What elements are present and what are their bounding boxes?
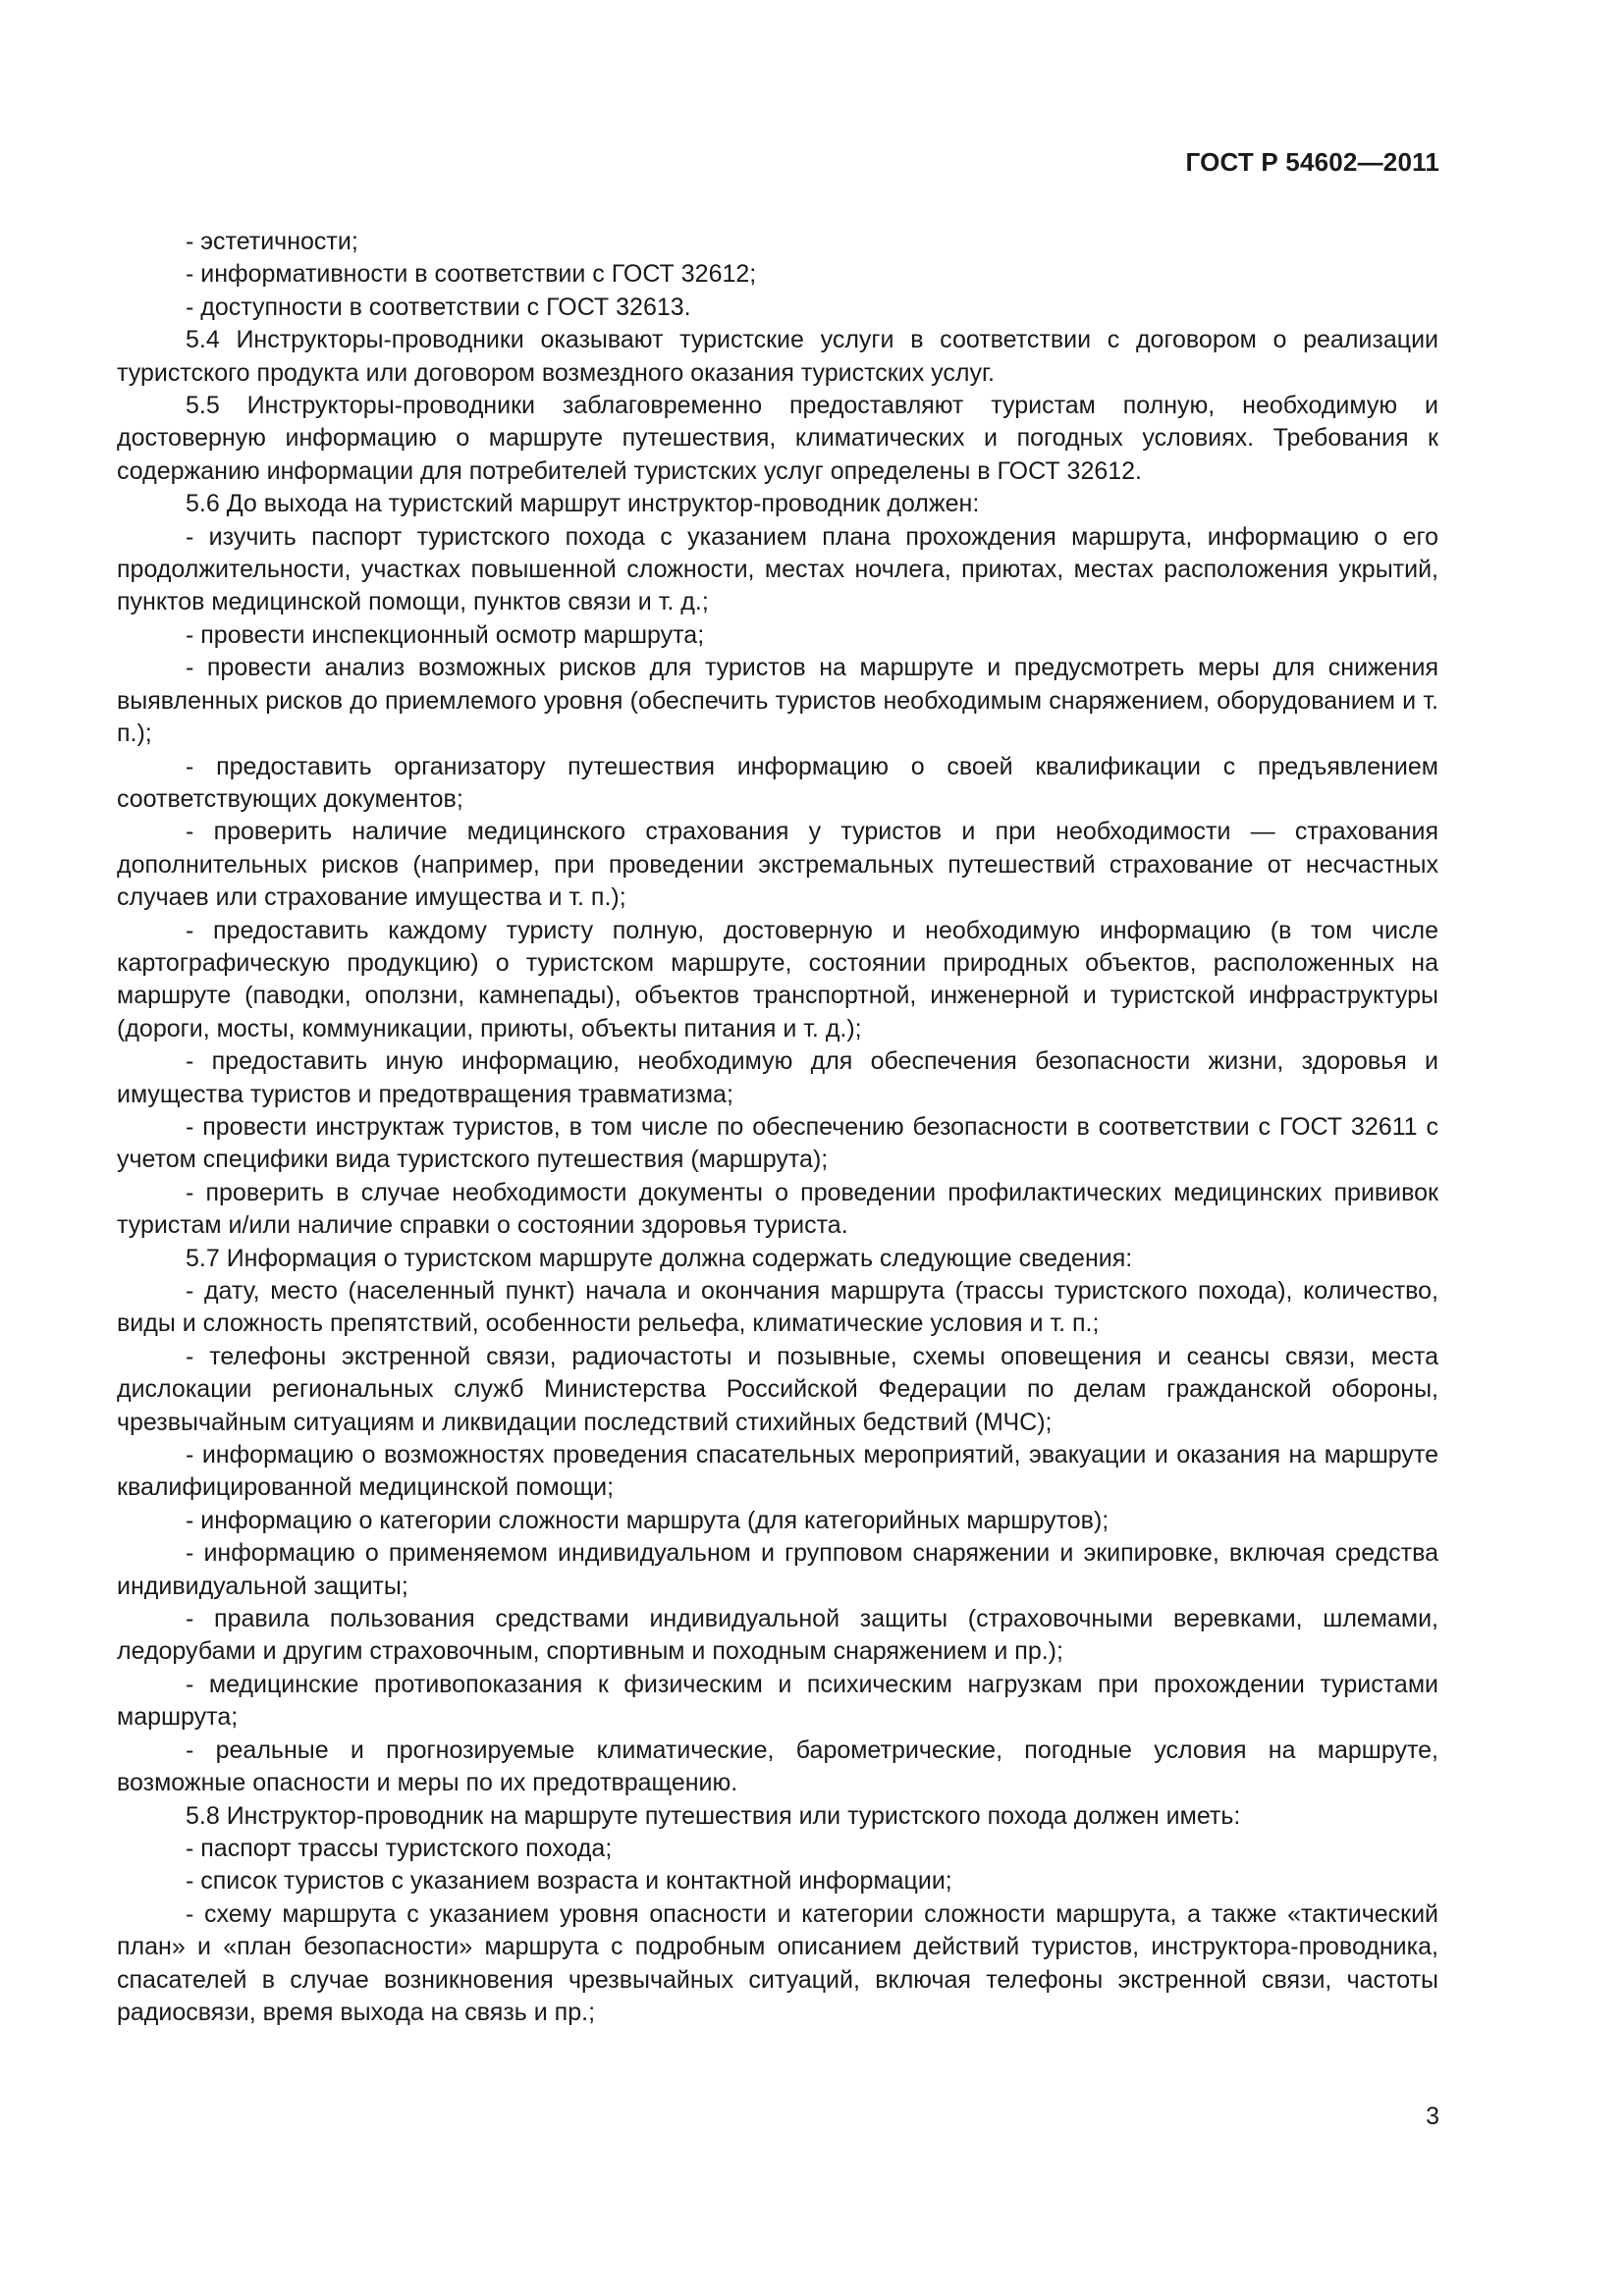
- paragraph: - информацию о возможностях проведения спасательных мероприятий, эвакуации и оказания на маршруте квалифицированной медицинской помощи;: [117, 1441, 1438, 1502]
- paragraph: - схему маршрута с указанием уровня опасности и категории сложности маршрута, а также «тактический план» и «план безопасности» маршрута с подробным описанием действий туристов, инструктора-проводника, спасателей в случае возникновения чрезвычайных ситуаций, включая телефоны экстренной связи, частоты радиосвязи, время выхода на связь и пр.;: [117, 1899, 1438, 2026]
- paragraph: - изучить паспорт туристского похода с указанием плана прохождения маршрута, информацию о его продолжительности, участках повышенной сложности, местах ночлега, приютах, местах расположения укрытий, пунктов медицинской помощи, пунктов связи и т. д.;: [117, 522, 1438, 616]
- paragraph: - проверить в случае необходимости документы о проведении профилактических медицинских прививок туристам и/или наличие справки о состоянии здоровья туриста.: [117, 1178, 1438, 1240]
- paragraph: - провести инструктаж туристов, в том числе по обеспечению безопасности в соответствии с ГОСТ 32611 с учетом специфики вида туристского путешествия (маршрута);: [117, 1112, 1438, 1174]
- paragraph: - дату, место (населенный пункт) начала и окончания маршрута (трассы туристского похода), количество, виды и сложность препятствий, особенности рельефа, климатические условия и т. п.;: [117, 1277, 1438, 1338]
- standard-header: ГОСТ Р 54602—2011: [1185, 147, 1439, 177]
- paragraph: - проверить наличие медицинского страхования у туристов и при необходимости — страхования дополнительных рисков (например, при проведении экстремальных путешествий страхование от несчастных случаев или страхование имущества и т. п.);: [117, 818, 1438, 912]
- paragraph: - провести анализ возможных рисков для туристов на маршруте и предусмотреть меры для снижения выявленных рисков до приемлемого уровня (обеспечить туристов необходимым снаряжением, оборудованием и т. п.);: [117, 654, 1438, 748]
- paragraph: - предоставить организатору путешествия информацию о своей квалификации с предъявлением соответствующих документов;: [117, 752, 1438, 813]
- paragraph: - телефоны экстренной связи, радиочастоты и позывные, схемы оповещения и сеансы связи, места дислокации региональных служб Министерства Российской Федерации по делам гражданской обороны, чрезвычайным ситуациям и ликвидации последствий стихийных бедствий (МЧС);: [117, 1342, 1438, 1436]
- paragraph: 5.4 Инструкторы-проводники оказывают туристские услуги в соответствии с договором о реализации туристского продукта или договором возмездного оказания туристских услуг.: [117, 326, 1438, 387]
- paragraph: 5.8 Инструктор-проводник на маршруте путешествия или туристского похода должен иметь:: [186, 1801, 1241, 1830]
- paragraph: - паспорт трассы туристского похода;: [186, 1834, 613, 1862]
- paragraph: - провести инспекционный осмотр маршрута;: [186, 620, 705, 649]
- paragraph: - правила пользования средствами индивидуальной защиты (страховочными веревками, шлемами, ледорубами и другим страховочным, спортивным и походным снаряжением и пр.);: [117, 1605, 1438, 1666]
- document-body: [117, 226, 1438, 2029]
- paragraph: - информацию о категории сложности маршрута (для категорийных маршрутов);: [186, 1506, 1110, 1534]
- paragraph: 5.7 Информация о туристском маршруте должна содержать следующие сведения:: [186, 1244, 1133, 1272]
- paragraph: - предоставить иную информацию, необходимую для обеспечения безопасности жизни, здоровья и имущества туристов и предотвращения травматизма;: [117, 1047, 1438, 1108]
- paragraph: - эстетичности;: [186, 228, 358, 255]
- paragraph: - список туристов с указанием возраста и контактной информации;: [186, 1867, 952, 1896]
- paragraph: - медицинские противопоказания к физическим и психическим нагрузкам при прохождении туристами маршрута;: [117, 1670, 1438, 1732]
- paragraph: 5.6 До выхода на туристский маршрут инструктор-проводник должен:: [186, 490, 980, 518]
- paragraph: - реальные и прогнозируемые климатические, барометрические, погодные условия на маршруте, возможные опасности и меры по их предотвращению.: [117, 1735, 1438, 1797]
- paragraph: - доступности в соответствии с ГОСТ 32613.: [186, 293, 691, 321]
- paragraph: - предоставить каждому туристу полную, достоверную и необходимую информацию (в том числе картографическую продукцию) о туристском маршруте, состоянии природных объектов, расположенных на маршруте (паводки, оползни, камнепады), объектов транспортной, инженерной и туристской инфраструктуры (дороги, мосты, коммуникации, приюты, объекты питания и т. д.);: [117, 916, 1438, 1042]
- page-number: 3: [1426, 2103, 1439, 2130]
- paragraph: - информативности в соответствии с ГОСТ 32612;: [186, 260, 757, 289]
- paragraph: 5.5 Инструкторы-проводники заблаговременно предоставляют туристам полную, необходимую и достоверную информацию о маршруте путешествия, климатических и погодных условиях. Требования к содержанию информации для потребителей туристских услуг определены в ГОСТ 32612.: [117, 392, 1438, 485]
- paragraph: - информацию о применяемом индивидуальном и групповом снаряжении и экипировке, включая средства индивидуальной защиты;: [117, 1539, 1438, 1600]
